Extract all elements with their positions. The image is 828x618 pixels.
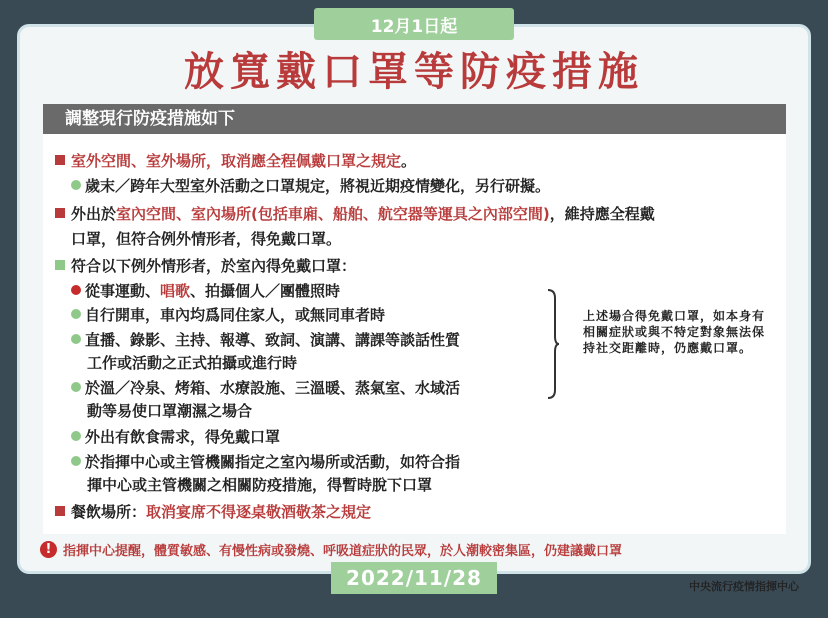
exception-item-continuation: 揮中心或主管機關之相關防疫措施，得暫時脫下口罩 — [87, 476, 433, 494]
section-subheading: 調整現行防疫措施如下 — [43, 104, 786, 134]
page-title: 放寬戴口罩等防疫措施 — [184, 49, 644, 95]
issuing-organization: 中央流行疫情指揮中心 — [689, 580, 799, 593]
warning-banner — [40, 537, 800, 561]
exclamation-icon: ! — [40, 541, 57, 558]
exception-item — [71, 426, 280, 447]
item-text: 。 — [401, 152, 417, 170]
exception-item — [71, 280, 340, 301]
list-item-continuation: 口罩，但符合例外情形者，得免戴口罩。 — [71, 230, 342, 248]
item-text: 於溫／冷泉、烤箱、水療設施、三溫暖、蒸氣室、水域活 — [85, 379, 461, 397]
warning-text: 指揮中心提醒，體質敏感、有慢性病或發燒、呼吸道症狀的民眾，於人潮較密集區，仍建議戴口罩 — [63, 543, 623, 559]
list-item — [55, 203, 655, 224]
item-highlight: 取消宴席不得逐桌敬酒敬茶之規定 — [146, 503, 372, 521]
exception-item — [71, 451, 460, 472]
exception-item-continuation: 工作或活動之正式拍攝或進行時 — [87, 354, 298, 372]
green-dot-bullet-icon — [71, 431, 81, 441]
item-highlight: 室外空間、室外場所，取消應全程佩戴口罩之規定 — [71, 152, 402, 170]
green-dot-bullet-icon — [71, 180, 81, 190]
green-dot-bullet-icon — [71, 334, 81, 344]
item-text: 於指揮中心或主管機關指定之室內場所或活動，如符合指 — [85, 453, 461, 471]
item-text: 、拍攝個人／團體照時 — [190, 282, 341, 300]
list-item — [55, 150, 416, 171]
red-dot-bullet-icon — [71, 285, 81, 295]
item-text: 從事運動、 — [85, 282, 161, 300]
content-panel — [43, 134, 786, 534]
red-square-bullet-icon — [55, 208, 65, 218]
exception-item — [71, 304, 385, 325]
item-highlight: 唱歌 — [160, 282, 191, 300]
item-text: 餐飲場所： — [71, 503, 147, 521]
list-item — [55, 501, 371, 522]
exception-item-continuation: 動等易使口罩潮濕之場合 — [87, 402, 253, 420]
exception-item — [71, 329, 460, 350]
green-dot-bullet-icon — [71, 309, 81, 319]
item-text: ，維持應全程戴 — [549, 205, 655, 223]
item-highlight: 室內空間、室內場所(包括車廂、船舶、航空器等運具之內部空間) — [116, 205, 550, 223]
green-square-bullet-icon — [55, 260, 65, 270]
item-text: 直播、錄影、主持、報導、致詞、演講、講課等談話性質 — [85, 331, 461, 349]
green-dot-bullet-icon — [71, 382, 81, 392]
item-text: 自行開車，車內均爲同住家人，或無同車者時 — [85, 306, 386, 324]
list-subitem — [71, 175, 550, 196]
right-brace-icon — [546, 288, 560, 400]
red-square-bullet-icon — [55, 506, 65, 516]
exception-item — [71, 377, 460, 398]
item-text: 符合以下例外情形者，於室內得免戴口罩： — [71, 257, 357, 275]
red-square-bullet-icon — [55, 155, 65, 165]
item-text: 歲末／跨年大型室外活動之口罩規定，將視近期疫情變化，另行研擬。 — [85, 177, 551, 195]
green-dot-bullet-icon — [71, 456, 81, 466]
item-text: 外出於 — [71, 205, 117, 223]
publish-date: 2022/11/28 — [331, 562, 497, 594]
list-item — [55, 255, 356, 276]
exception-note: 上述場合得免戴口罩，如本身有相關症狀或與不特定對象無法保持社交距離時，仍應戴口罩。 — [583, 309, 766, 355]
item-text: 外出有飲食需求，得免戴口罩 — [85, 428, 281, 446]
effective-date-tab: 12月1日起 — [314, 8, 514, 40]
